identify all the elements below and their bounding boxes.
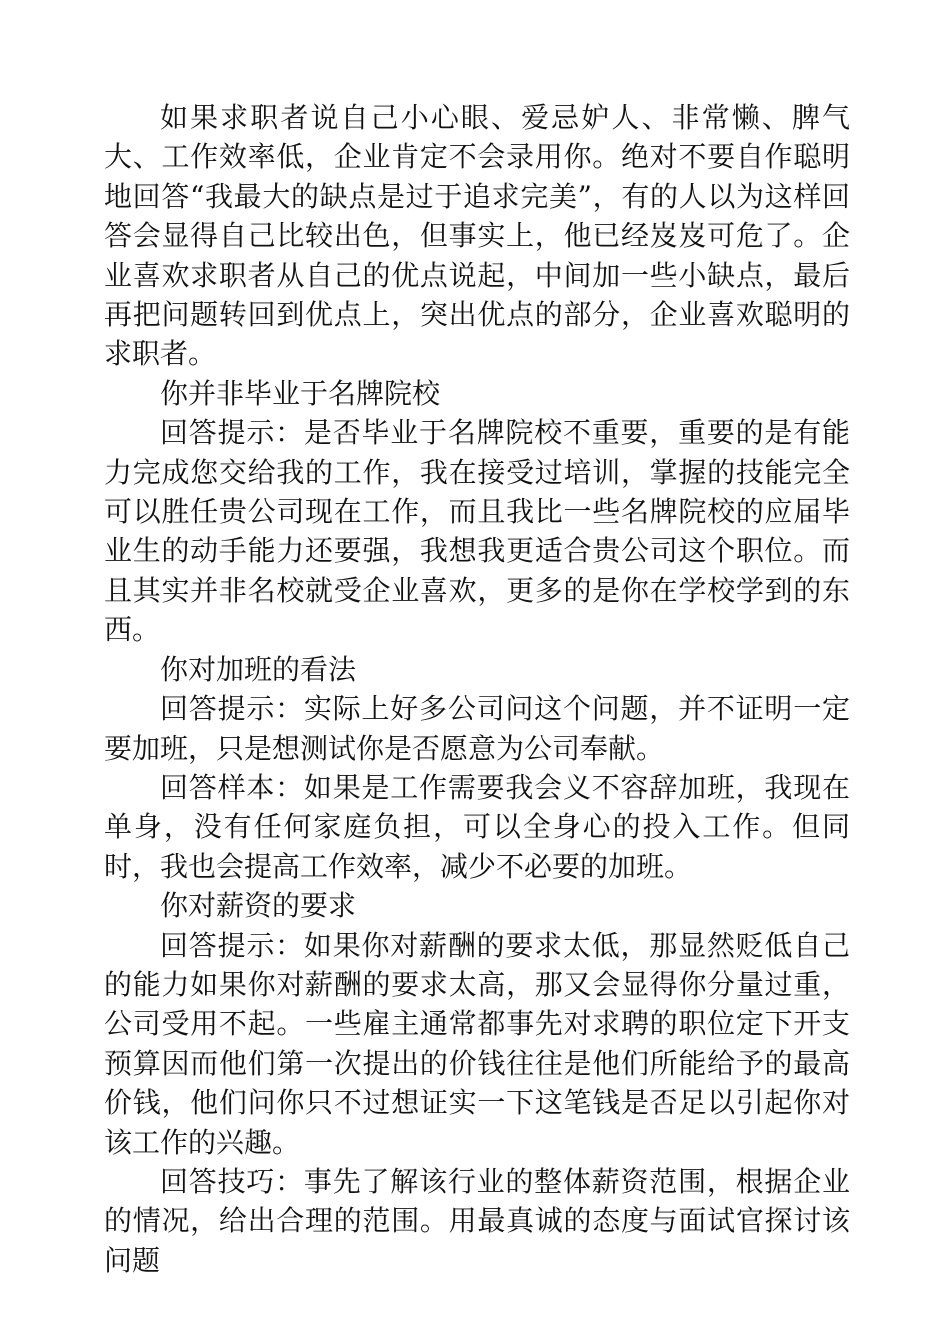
paragraph-school-answer: 回答提示：是否毕业于名牌院校不重要，重要的是有能力完成您交给我的工作，我在接受过培训，掌握的技能完全可以胜任贵公司现在工作，而且我比一些名牌院校的应届毕业生的动手能力还要强，我想我更适合贵公司这个职位。而且其实并非名校就受企业喜欢，更多的是你在学校学到的东西。 [104,416,850,647]
paragraph-overtime-hint: 回答提示：实际上好多公司问这个问题，并不证明一定要加班，只是想测试你是否愿意为公司奉献。 [104,692,850,765]
paragraph-overtime-sample: 回答样本：如果是工作需要我会义不容辞加班，我现在单身，没有任何家庭负担，可以全身心的投入工作。但同时，我也会提高工作效率，减少不必要的加班。 [104,770,850,883]
question-heading-overtime: 你对加班的看法 [160,652,357,686]
question-heading-school: 你并非毕业于名牌院校 [160,376,441,410]
paragraph-weakness-answer: 如果求职者说自己小心眼、爱忌妒人、非常懒、脾气大、工作效率低，企业肯定不会录用你。绝对不要自作聪明地回答“我最大的缺点是过于追求完美”，有的人以为这样回答会显得自己比较出色，但事实上，他已经岌岌可危了。企业喜欢求职者从自己的优点说起，中间加一些小缺点，最后再把问题转回到优点上，突出优点的部分，企业喜欢聪明的求职者。 [104,101,850,371]
paragraph-salary-hint: 回答提示：如果你对薪酬的要求太低，那显然贬低自己的能力如果你对薪酬的要求太高，那又会显得你分量过重，公司受用不起。一些雇主通常都事先对求聘的职位定下开支预算因而他们第一次提出的价钱往往是他们所能给予的最高价钱，他们问你只不过想证实一下这笔钱是否足以引起你对该工作的兴趣。 [104,928,850,1159]
question-heading-salary: 你对薪资的要求 [160,889,357,923]
document-page [104,98,850,1280]
paragraph-salary-technique: 回答技巧：事先了解该行业的整体薪资范围，根据企业的情况，给出合理的范围。用最真诚的态度与面试官探讨该问题 [104,1164,850,1277]
